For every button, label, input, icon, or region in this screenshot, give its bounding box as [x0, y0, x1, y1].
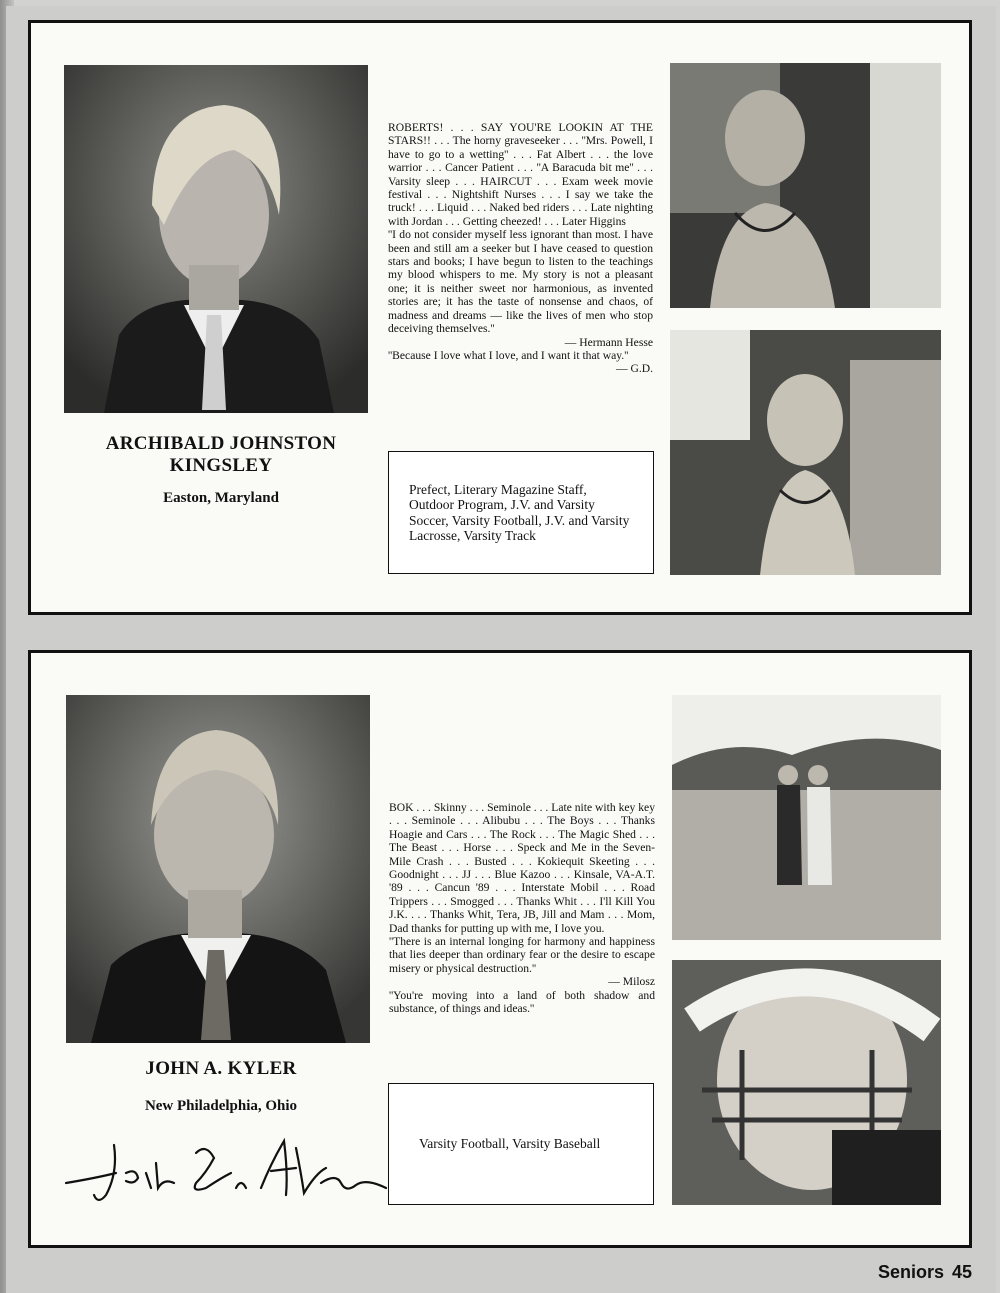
- activities-text: Prefect, Literary Magazine Staff, Outdoor Program, J.V. and Varsity Soccer, Varsity Football, J.V. and Varsity Lacrosse, Varsity Track: [409, 481, 630, 543]
- student-name: ARCHIBALD JOHNSTON KINGSLEY: [105, 433, 337, 476]
- activities-text: Varsity Football, Varsity Baseball: [419, 1136, 601, 1152]
- student-hometown: New Philadelphia, Ohio: [144, 1098, 298, 1114]
- senior-quote-block: [388, 121, 653, 376]
- quote-paragraph: ''Because I love what I love, and I want it that way.'': [388, 348, 629, 362]
- student-signature: [56, 1133, 391, 1211]
- senior-quote-block: [389, 801, 655, 1016]
- candid-photo: [670, 63, 941, 308]
- quote-paragraph: ROBERTS! . . . SAY YOU'RE LOOKIN AT THE STARS!! . . . The horny graveseeker . . . ''Mrs. Powell, I have to go to a wetting'' . . . Fat Albert . . . the love warrior . . . Cancer Patient . . . ''A Baracuda bit me'' . . . Varsity sleep . . . HAIRCUT . . . Exam week movie festival . . . Nightshift Nurses . . . I say we take the truck! . . . Liquid . . . Naked bed riders . . . Late nighting with Jordan . . . Getting cheezed! . . . Later Higgins: [388, 121, 653, 228]
- quote-attribution: — Milosz: [608, 975, 655, 989]
- page-number: 45: [951, 1262, 972, 1282]
- senior-panel-kingsley: [28, 20, 972, 615]
- quote-paragraph: BOK . . . Skinny . . . Seminole . . . Late nite with key key . . . Seminole . . . Alibubu . . . The Boys . . . Thanks Hoagie and Cars . . . The Rock . . . The Magic Shed . . . The Beast . . . Horse . . . Speck and Me in the Seven-Mile Crash . . . Busted . . . Kokiequit Skeeting . . . Goodnight . . . JJ . . . Blue Kazoo . . . Kinsale, VA-A.T. '89 . . . Cancun '89 . . . Interstate Mobil . . . Road Trippers . . . Smogged . . . Thanks Whit . . . I'll Kill You J.K. . . . Thanks Whit, Tera, JB, Jill and Mam . . . Mom, Dad thanks for putting up with me, I love you.: [389, 801, 655, 935]
- senior-panel-kyler: [28, 650, 972, 1248]
- quote-paragraph: ''You're moving into a land of both shadow and substance, of things and ideas.'': [389, 988, 655, 1016]
- candid-photo: [672, 960, 941, 1205]
- candid-photo: [670, 330, 941, 575]
- quote-attribution: — G.D.: [615, 362, 653, 376]
- quote-paragraph: ''There is an internal longing for harmony and happiness that lies deeper than ordinary fear or the desire to escape misery or physical destruction.'': [389, 935, 655, 975]
- section-label: Seniors: [877, 1262, 944, 1282]
- portrait-photo-kyler: [66, 695, 370, 1043]
- page-footer: [878, 1262, 972, 1283]
- quote-attribution: — Hermann Hesse: [564, 335, 653, 349]
- student-hometown: Easton, Maryland: [163, 490, 279, 506]
- portrait-photo-kingsley: [64, 65, 368, 413]
- student-name: JOHN A. KYLER: [145, 1058, 297, 1079]
- activities-box: [388, 451, 654, 574]
- activities-box: [388, 1083, 654, 1205]
- candid-photo: [672, 695, 941, 940]
- quote-paragraph: ''I do not consider myself less ignorant than most. I have been and still am a seeker but I have ceased to question stars and books; I have begun to listen to the teachings my blood whispers to me. My story is not a pleasant one; it is neither sweet nor harmonious, as invented stories are; it has the taste of nonsense and chaos, of madness and dreams — like the lives of men who stop deceiving themselves.'': [388, 228, 653, 336]
